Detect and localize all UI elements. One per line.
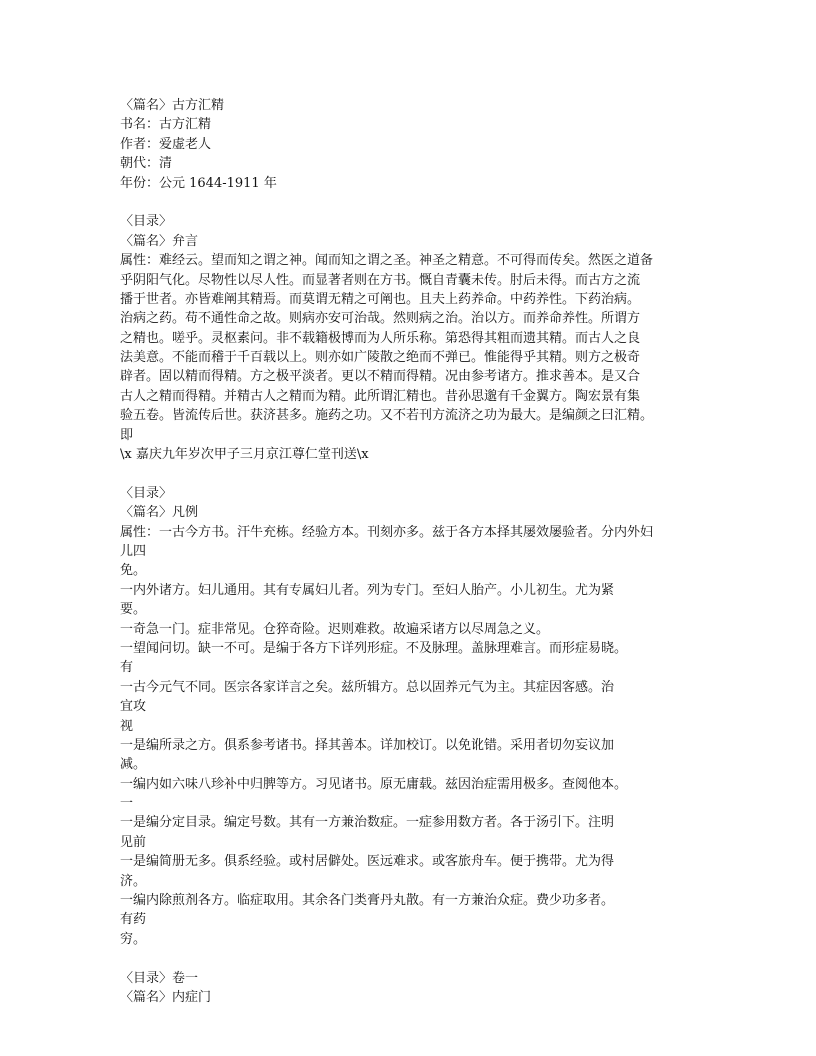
rules-line: 一古今元气不同。医宗各家详言之矣。兹所辑方。总以固养元气为主。其症因客感。治 [120,679,615,695]
preface-section [120,212,680,464]
toc-tag: 〈目录〉 [120,214,173,230]
preface-line: \x 嘉庆九年岁次甲子三月京江尊仁堂刊送\x [120,447,369,463]
rules-line: 一是编分定目录。编定号数。其有一方兼治数症。一症参用数方者。各于汤引下。注明 [120,815,615,831]
rules-line: 要。 [120,602,147,618]
volume-section [120,969,680,1008]
rules-line: 一是编简册无多。俱系经验。或村居僻处。医远难求。或客旅舟车。便于携带。尤为得 [120,854,615,870]
preface-line: 辟者。固以精而得精。方之极平淡者。更以不精而得精。况由参考诸方。推求善本。是又合 [120,369,641,385]
volume-title: 〈篇名〉内症门 [120,989,212,1005]
preface-title: 〈篇名〉弁言 [120,233,199,249]
rules-line: 免。 [120,563,147,579]
preface-line: 属性：难经云。望而知之谓之神。闻而知之谓之圣。神圣之精意。不可得而传矣。然医之道备 [120,253,654,269]
spacer [120,464,680,483]
preface-line: 即 [120,427,134,443]
section-tag: 〈篇名〉古方汇精 [120,98,225,113]
preface-line: 播于世者。亦皆难阐其精焉。而莫谓无精之可阐也。且夫上药养命。中药养性。下药治病。 [120,291,641,307]
rules-line: 一编内如六味八珍补中归脾等方。习见诸书。原无庸载。兹因治症需用极多。查阅他本。 [120,776,628,792]
rules-line: 有药 [120,912,147,928]
rules-line: 一是编所录之方。俱系参考诸书。择其善本。详加校订。以免讹错。采用者切勿妄议加 [120,737,615,753]
volume-toc-tag: 〈目录〉卷一 [120,970,199,986]
preface-line: 之精也。嗟乎。灵枢素问。非不载籍极博而为人所乐称。第恐得其粗而遗其精。而古人之良 [120,330,641,346]
rules-line: 宜攻 [120,699,147,715]
rules-line: 儿四 [120,543,147,559]
rules-line: 一奇急一门。症非常见。仓猝奇险。迟则难救。故遍采诸方以尽周急之义。 [120,621,550,637]
rules-title: 〈篇名〉凡例 [120,505,199,521]
toc-tag: 〈目录〉 [120,485,173,501]
spacer [120,949,680,968]
rules-line: 见前 [120,834,147,850]
rules-line: 属性：一古今方书。汗牛充栋。经验方本。刊刻亦多。兹于各方本择其屡效屡验者。分内外妇 [120,524,654,540]
rules-line: 一望闻问切。缺一不可。是编于各方下详列形症。不及脉理。盖脉理难言。而形症易晓。 [120,640,628,656]
rules-line: 一 [120,796,134,812]
preface-line: 古人之精而得精。并精古人之精而为精。此所谓汇精也。昔孙思邈有千金翼方。陶宏景有集 [120,388,641,404]
rules-line: 视 [120,718,134,734]
preface-line: 乎阴阳气化。尽物性以尽人性。而显著者则在方书。慨自青囊未传。肘后未得。而古方之流 [120,272,641,288]
year: 年份：公元 1644-1911 年 [120,175,277,191]
rules-line: 穷。 [120,931,147,947]
rules-line: 有 [120,660,134,676]
rules-line: 减。 [120,757,147,773]
rules-line: 一内外诸方。妇儿通用。其有专属妇儿者。列为专门。至妇人胎产。小儿初生。尤为紧 [120,582,615,598]
header-block [120,96,680,193]
preface-line: 治病之药。苟不通性命之故。则病亦安可治哉。然则病之治。治以方。而养命养性。所谓方 [120,311,641,327]
rules-line: 济。 [120,873,147,889]
dynasty: 朝代：清 [120,156,173,172]
author: 作者：爱虚老人 [120,136,212,152]
preface-line: 法美意。不能而稽于千百载以上。则亦如广陵散之绝而不弹已。惟能得乎其精。则方之极奇 [120,350,641,366]
rules-section [120,484,680,949]
rules-line: 一编内除煎剂各方。临症取用。其余各门类膏丹丸散。有一方兼治众症。费少功多者。 [120,893,615,909]
spacer [120,193,680,212]
preface-line: 验五卷。皆流传后世。获济甚多。施药之功。又不若刊方流济之功为最大。是编颜之曰汇精。 [120,408,654,424]
document-page [120,96,680,1007]
book-name: 书名：古方汇精 [120,117,212,133]
